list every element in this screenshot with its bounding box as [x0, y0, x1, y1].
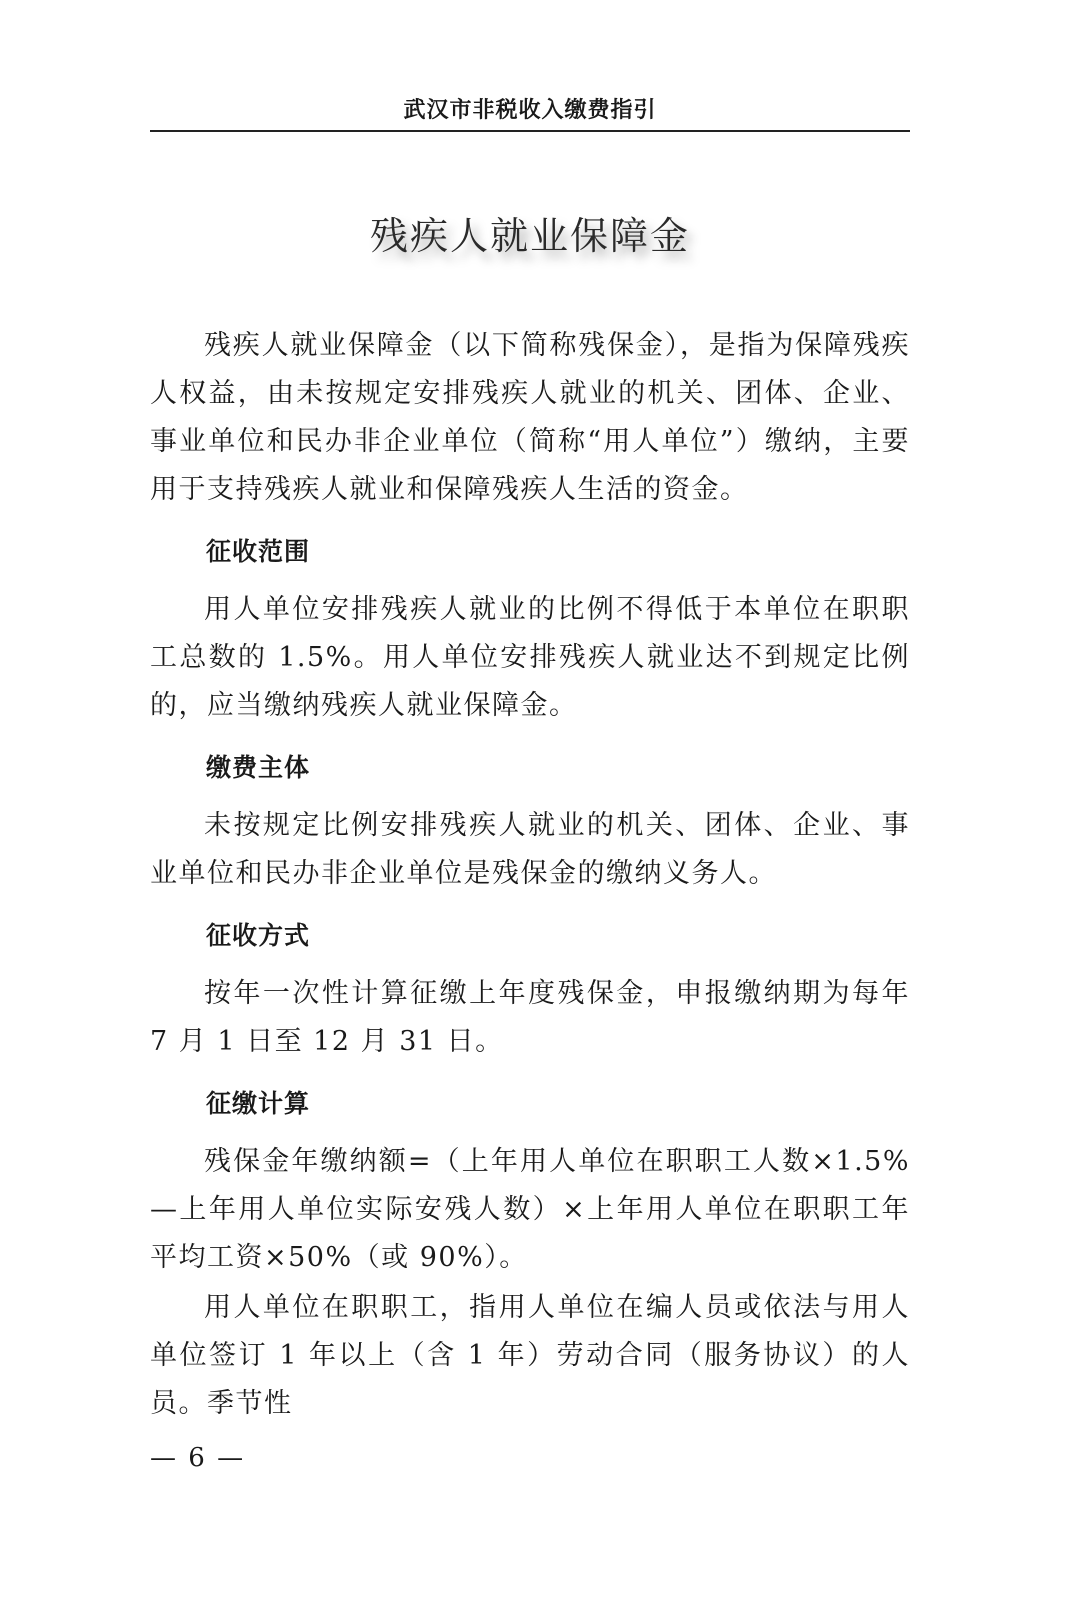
- document-body: [150, 322, 910, 1428]
- running-header-title: 武汉市非税收入缴费指引: [403, 98, 657, 123]
- page-title: 残疾人就业保障金: [369, 214, 690, 258]
- section-paragraph-scope: 用人单位安排残疾人就业的比例不得低于本单位在职职工总数的 1.5%。用人单位安排残疾人就业达不到规定比例的，应当缴纳残疾人就业保障金。: [150, 594, 910, 721]
- section-paragraph-formula: 残保金年缴纳额=（上年用人单位在职职工人数×1.5%—上年用人单位实际安残人数）×上年用人单位在职职工年平均工资×50%（或 90%）。: [150, 1146, 910, 1273]
- section-heading-calculation: 征缴计算: [206, 1089, 311, 1118]
- section-heading-method: 征收方式: [206, 921, 311, 950]
- section-paragraph-employee-definition: 用人单位在职职工，指用人单位在编人员或依法与用人单位签订 1 年以上（含 1 年）劳动合同（服务协议）的人员。季节性: [150, 1292, 910, 1419]
- page-number: — 6 —: [150, 1443, 246, 1473]
- section-paragraph-payer: 未按规定比例安排残疾人就业的机关、团体、企业、事业单位和民办非企业单位是残保金的缴纳义务人。: [150, 810, 910, 889]
- intro-paragraph: 残疾人就业保障金（以下简称残保金），是指为保障残疾人权益，由未按规定安排残疾人就业的机关、团体、企业、事业单位和民办非企业单位（简称“用人单位”）缴纳，主要用于支持残疾人就业和保障残疾人生活的资金。: [150, 330, 910, 505]
- header-divider: [150, 130, 910, 132]
- section-heading-payer: 缴费主体: [206, 753, 311, 782]
- section-paragraph-method: 按年一次性计算征缴上年度残保金，申报缴纳期为每年 7 月 1 日至 12 月 31 日。: [150, 978, 910, 1057]
- section-heading-scope: 征收范围: [206, 537, 311, 566]
